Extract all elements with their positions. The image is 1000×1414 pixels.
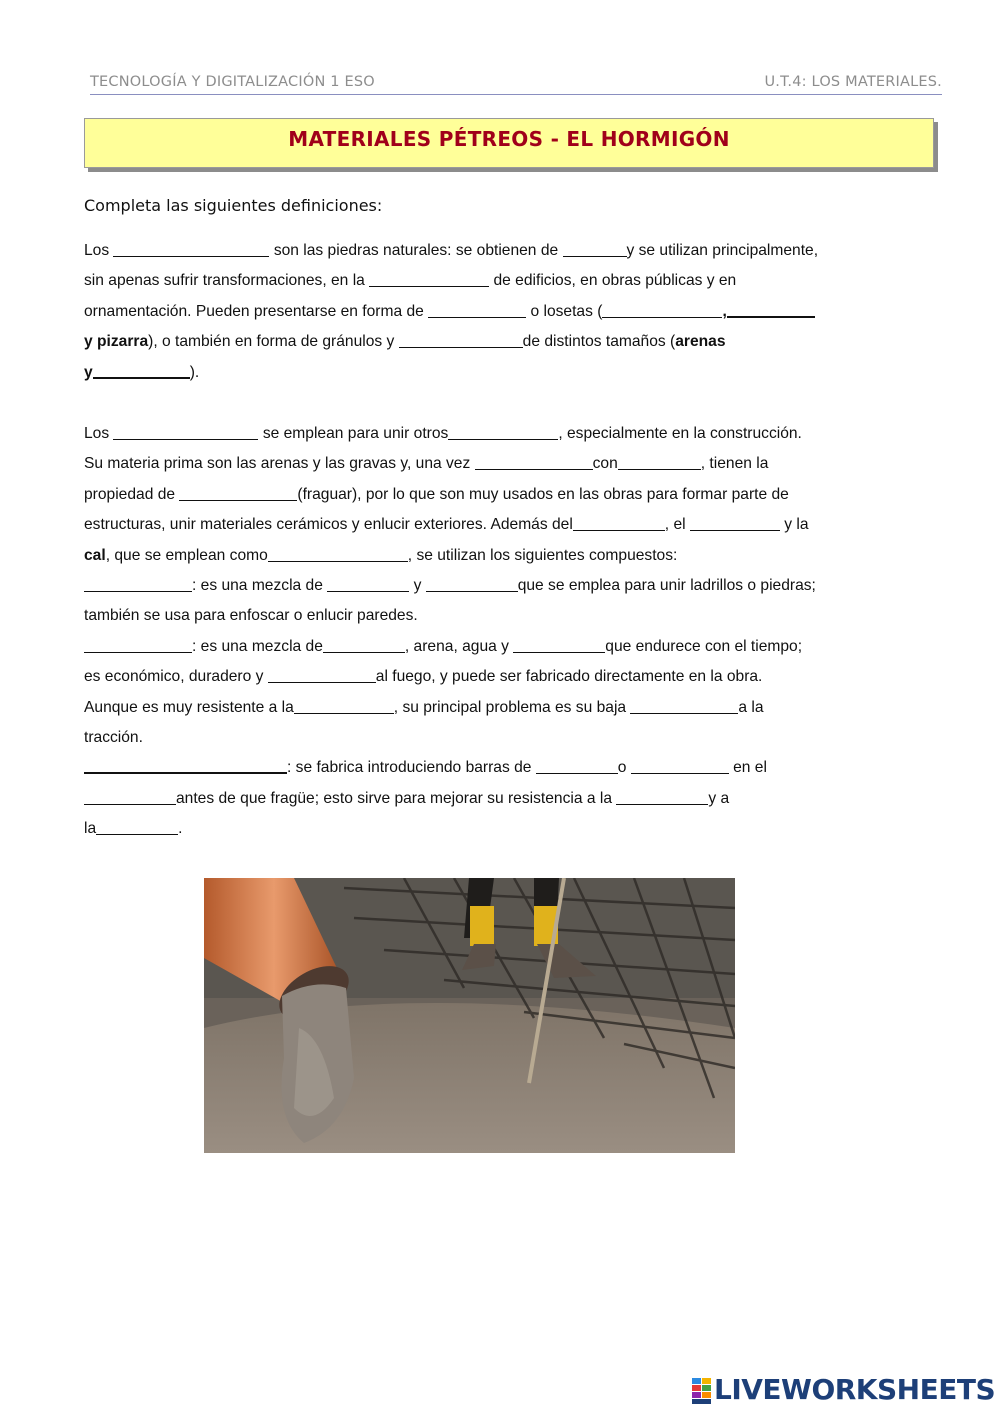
blank-field[interactable] — [113, 240, 269, 257]
blank-field[interactable] — [323, 636, 405, 653]
instructions: Completa las siguientes definiciones: — [84, 196, 383, 215]
page-title: MATERIALES PÉTREOS - EL HORMIGÓN — [288, 127, 730, 151]
title-banner — [84, 118, 934, 168]
blank-field[interactable] — [428, 301, 526, 318]
text-line: ornamentación. Pueden presentarse en forma de o losetas ( , — [84, 297, 874, 327]
text-line: Su materia prima son las arenas y las gravas y, una vez con , tienen la — [84, 455, 769, 473]
blank-field[interactable] — [294, 697, 394, 714]
blank-field[interactable] — [84, 636, 192, 653]
concrete-pouring-photo — [204, 878, 735, 1153]
blank-field[interactable] — [369, 271, 489, 288]
blank-field[interactable] — [268, 667, 376, 684]
blank-field[interactable] — [602, 301, 722, 318]
text-line: tracción. — [84, 728, 143, 746]
blank-field[interactable] — [96, 818, 178, 835]
text-line: Aunque es muy resistente a la , su principal problema es su baja a la — [84, 698, 764, 716]
blank-field[interactable] — [448, 423, 558, 440]
blank-field[interactable] — [113, 423, 258, 440]
text-line: sin apenas sufrir transformaciones, en la de edificios, en obras públicas y en — [84, 272, 737, 290]
page-header — [90, 70, 942, 95]
paragraph-aglomerantes — [84, 419, 874, 844]
text-line: propiedad de (fraguar), por lo que son muy usados en las obras para formar parte de — [84, 485, 789, 503]
text-line: : es una mezcla de y que se emplea para unir ladrillos o piedras; — [84, 571, 874, 601]
blank-field[interactable] — [536, 758, 618, 775]
blank-field[interactable] — [631, 758, 729, 775]
text-line: y ). — [84, 358, 874, 388]
blank-field[interactable] — [727, 300, 815, 318]
blank-field[interactable] — [179, 484, 297, 501]
header-course: TECNOLOGÍA Y DIGITALIZACIÓN 1 ESO — [90, 74, 375, 90]
text-line: y pizarra), o también en forma de gránulos y de distintos tamaños (arenas — [84, 333, 726, 351]
text-line: la . — [84, 820, 183, 838]
blank-field[interactable] — [573, 515, 665, 532]
blank-field[interactable] — [630, 697, 738, 714]
text-line: también se usa para enfoscar o enlucir paredes. — [84, 607, 418, 625]
blank-field[interactable] — [513, 636, 605, 653]
blank-field[interactable] — [563, 240, 627, 257]
text-line: estructuras, unir materiales cerámicos y enlucir exteriores. Además del , el y la — [84, 516, 809, 534]
text-line: Los son las piedras naturales: se obtienen de y se utilizan principalmente, — [84, 242, 819, 259]
blank-field[interactable] — [84, 757, 287, 775]
blank-field[interactable] — [399, 332, 523, 349]
brand-name: LIVEWORKSHEETS — [714, 1373, 996, 1406]
blank-field[interactable] — [84, 575, 192, 592]
text-line: es económico, duradero y al fuego, y puede ser fabricado directamente en la obra. — [84, 668, 763, 686]
liveworksheets-mark-icon — [692, 1378, 712, 1404]
blank-field[interactable] — [426, 575, 518, 592]
paragraph-petreos — [84, 236, 874, 388]
text-line: : se fabrica introduciendo barras de o en el — [84, 753, 874, 783]
blank-field[interactable] — [475, 454, 593, 471]
blank-field[interactable] — [93, 361, 190, 379]
text-line: Los se emplean para unir otros , especialmente en la construcción. — [84, 425, 802, 442]
blank-field[interactable] — [84, 788, 176, 805]
blank-field[interactable] — [616, 788, 708, 805]
text-line: cal, que se emplean como , se utilizan los siguientes compuestos: — [84, 546, 678, 564]
blank-field[interactable] — [690, 515, 780, 532]
blank-field[interactable] — [327, 575, 409, 592]
text-line: antes de que fragüe; esto sirve para mejorar su resistencia a la y a — [84, 784, 874, 814]
text-line: : es una mezcla de , arena, agua y que endurece con el tiempo; — [84, 632, 874, 662]
header-unit: U.T.4: LOS MATERIALES. — [764, 74, 942, 90]
blank-field[interactable] — [618, 454, 701, 471]
blank-field[interactable] — [268, 545, 408, 562]
